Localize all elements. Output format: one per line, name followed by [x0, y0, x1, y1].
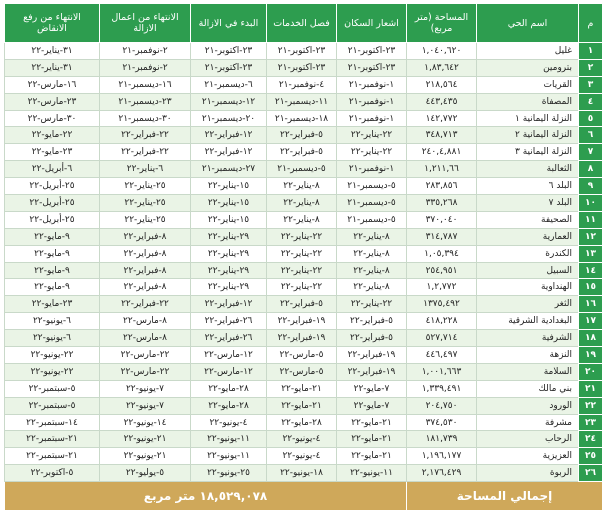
end-work-date: ٨-مارس-٢٢ — [100, 313, 191, 330]
header-removal-end: الانتهاء من اعمال الازالة — [100, 4, 191, 43]
district-name: غليل — [477, 43, 579, 60]
district-name: النزلة اليمانية ٣ — [477, 144, 579, 161]
district-name: الهنداوية — [477, 279, 579, 296]
end-work-date: ٢٢-فبراير-٢٢ — [100, 144, 191, 161]
table-row — [5, 414, 603, 431]
start-date: ٢٩-يناير-٢٢ — [191, 228, 267, 245]
debris-date: ٩-مايو-٢٢ — [5, 245, 100, 262]
total-area-value: ١٨,٥٢٩,٠٧٨ متر مربع — [5, 482, 407, 511]
notice-date: ٢٢-يناير-٢٢ — [337, 296, 407, 313]
row-number: ١٣ — [579, 245, 603, 262]
area-value: ١,٠٤٠,٦٢٠ — [407, 43, 477, 60]
start-date: ١١-يونيو-٢٢ — [191, 448, 267, 465]
start-date: ٢٣-اكتوبر-٢١ — [191, 43, 267, 60]
debris-date: ٣٠-مارس-٢٢ — [5, 110, 100, 127]
district-name: الربوة — [477, 465, 579, 482]
table-row — [5, 178, 603, 195]
services-date: ٢٢-يناير-٢٢ — [267, 245, 337, 262]
district-name: العزيزية — [477, 448, 579, 465]
district-name: المصفاة — [477, 93, 579, 110]
area-value: ٣٧٤,٥٣٠ — [407, 414, 477, 431]
table-row — [5, 245, 603, 262]
header-resident-notice: اشعار السكان — [337, 4, 407, 43]
header-area: المساحة (متر مربع) — [407, 4, 477, 43]
area-value: ١٨١,٧٣٩ — [407, 431, 477, 448]
header-row — [5, 4, 603, 43]
row-number: ٤ — [579, 93, 603, 110]
services-date: ٢٣-اكتوبر-٢١ — [267, 43, 337, 60]
table-row — [5, 330, 603, 347]
schedule-sheet — [4, 3, 602, 504]
row-number: ٢٥ — [579, 448, 603, 465]
table-row — [5, 397, 603, 414]
notice-date: ١-نوفمبر-٢١ — [337, 161, 407, 178]
district-name: الشرفية — [477, 330, 579, 347]
row-number: ٢٣ — [579, 414, 603, 431]
table-row — [5, 296, 603, 313]
area-value: ٣١٤,٧٨٧ — [407, 228, 477, 245]
row-number: ١٨ — [579, 330, 603, 347]
debris-date: ٢٥-أبريل-٢٢ — [5, 211, 100, 228]
notice-date: ٢١-مايو-٢٢ — [337, 448, 407, 465]
services-date: ٥-فبراير-٢٢ — [267, 127, 337, 144]
district-name: الكندرة — [477, 245, 579, 262]
services-date: ٢٨-مايو-٢٢ — [267, 414, 337, 431]
table-row — [5, 448, 603, 465]
district-name: القريات — [477, 76, 579, 93]
district-name: الرحاب — [477, 431, 579, 448]
area-value: ٢٨٣,٨٥٦ — [407, 178, 477, 195]
row-number: ٢٢ — [579, 397, 603, 414]
table-row — [5, 347, 603, 364]
notice-date: ٨-يناير-٢٢ — [337, 279, 407, 296]
start-date: ١٢-مارس-٢٢ — [191, 347, 267, 364]
start-date: ٢٦-فبراير-٢٢ — [191, 313, 267, 330]
row-number: ١٩ — [579, 347, 603, 364]
notice-date: ٢٣-اكتوبر-٢١ — [337, 59, 407, 76]
header-district-name: اسم الحي — [477, 4, 579, 43]
area-value: ١٣٧٥,٤٩٢ — [407, 296, 477, 313]
debris-date: ٩-مايو-٢٢ — [5, 228, 100, 245]
end-work-date: ٢٣-ديسمبر-٢١ — [100, 93, 191, 110]
end-work-date: ٢٥-يناير-٢٢ — [100, 195, 191, 212]
start-date: ٦-ديسمبر-٢١ — [191, 76, 267, 93]
row-number: ٢١ — [579, 380, 603, 397]
area-value: ٤٤٦,٤٩٧ — [407, 347, 477, 364]
end-work-date: ٨-فبراير-٢٢ — [100, 228, 191, 245]
total-area-label: إجمالي المساحة — [407, 482, 603, 511]
notice-date: ٨-يناير-٢٢ — [337, 262, 407, 279]
services-date: ٨-يناير-٢٢ — [267, 195, 337, 212]
debris-date: ٢١-سبتمبر-٢٢ — [5, 448, 100, 465]
start-date: ١٢-ديسمبر-٢١ — [191, 93, 267, 110]
area-value: ١,٢,٧٧٢ — [407, 279, 477, 296]
row-number: ٢٦ — [579, 465, 603, 482]
services-date: ٢٢-يناير-٢٢ — [267, 279, 337, 296]
district-name: الورود — [477, 397, 579, 414]
debris-date: ٢٢-مايو-٢٢ — [5, 127, 100, 144]
table-row — [5, 313, 603, 330]
end-work-date: ٨-فبراير-٢٢ — [100, 279, 191, 296]
start-date: ١٢-فبراير-٢٢ — [191, 127, 267, 144]
services-date: ٥-ديسمبر-٢١ — [267, 161, 337, 178]
table-row — [5, 211, 603, 228]
notice-date: ١١-يونيو-٢٢ — [337, 465, 407, 482]
district-name: البلد ٦ — [477, 178, 579, 195]
notice-date: ٢١-مايو-٢٢ — [337, 414, 407, 431]
end-work-date: ٧-يونيو-٢٢ — [100, 380, 191, 397]
end-work-date: ٨-مارس-٢٢ — [100, 330, 191, 347]
row-number: ١٤ — [579, 262, 603, 279]
notice-date: ٥-ديسمبر-٢١ — [337, 178, 407, 195]
start-date: ١٢-فبراير-٢٢ — [191, 144, 267, 161]
notice-date: ٥-فبراير-٢٢ — [337, 330, 407, 347]
debris-date: ٦-يونيو-٢٢ — [5, 313, 100, 330]
row-number: ٥ — [579, 110, 603, 127]
start-date: ٢٩-يناير-٢٢ — [191, 245, 267, 262]
services-date: ١٨-ديسمبر-٢١ — [267, 110, 337, 127]
start-date: ٢٨-مايو-٢٢ — [191, 397, 267, 414]
notice-date: ٢٢-يناير-٢٢ — [337, 144, 407, 161]
notice-date: ٥-ديسمبر-٢١ — [337, 195, 407, 212]
end-work-date: ٢٢-فبراير-٢٢ — [100, 296, 191, 313]
area-value: ٣٧٠,٠٤٠ — [407, 211, 477, 228]
end-work-date: ٦-يناير-٢٢ — [100, 161, 191, 178]
debris-date: ٢٣-مايو-٢٢ — [5, 296, 100, 313]
notice-date: ٢١-مايو-٢٢ — [337, 431, 407, 448]
services-date: ٢٢-يناير-٢٢ — [267, 262, 337, 279]
notice-date: ١-نوفمبر-٢١ — [337, 110, 407, 127]
start-date: ٢٧-ديسمبر-٢١ — [191, 161, 267, 178]
area-value: ١,١٩٦,١٧٧ — [407, 448, 477, 465]
district-name: العمارية — [477, 228, 579, 245]
start-date: ١٢-فبراير-٢٢ — [191, 296, 267, 313]
district-name: مشرفة — [477, 414, 579, 431]
header-removal-start: البدء في الازالة — [191, 4, 267, 43]
area-value: ٥٢٧,٧١٤ — [407, 330, 477, 347]
debris-date: ٢٥-أبريل-٢٢ — [5, 178, 100, 195]
area-value: ٢٥٤,٩٥١ — [407, 262, 477, 279]
start-date: ٢٦-فبراير-٢٢ — [191, 330, 267, 347]
services-date: ٢٢-يناير-٢٢ — [267, 228, 337, 245]
area-value: ١,٣٣٩,٤٩١ — [407, 380, 477, 397]
table-row — [5, 43, 603, 60]
services-date: ٢٣-اكتوبر-٢١ — [267, 59, 337, 76]
end-work-date: ٢٥-يناير-٢٢ — [100, 211, 191, 228]
notice-date: ١-نوفمبر-٢١ — [337, 76, 407, 93]
notice-date: ٢٢-يناير-٢٢ — [337, 127, 407, 144]
notice-date: ٧-مايو-٢٢ — [337, 380, 407, 397]
services-date: ١٩-فبراير-٢٢ — [267, 330, 337, 347]
debris-date: ١٤-سبتمبر-٢٢ — [5, 414, 100, 431]
table-row — [5, 93, 603, 110]
table-row — [5, 76, 603, 93]
notice-date: ١٩-فبراير-٢٢ — [337, 347, 407, 364]
debris-date: ٩-مايو-٢٢ — [5, 279, 100, 296]
services-date: ٥-فبراير-٢٢ — [267, 144, 337, 161]
area-value: ٣٣٥,٢٦٨ — [407, 195, 477, 212]
end-work-date: ٢-نوفمبر-٢١ — [100, 59, 191, 76]
debris-date: ٥-سبتمبر-٢٢ — [5, 397, 100, 414]
district-name: السلامة — [477, 363, 579, 380]
area-value: ٢٤٠,٤,٨٨١ — [407, 144, 477, 161]
row-number: ٣ — [579, 76, 603, 93]
services-date: ٢١-مايو-٢٢ — [267, 380, 337, 397]
table-row — [5, 195, 603, 212]
start-date: ٢٣-اكتوبر-٢١ — [191, 59, 267, 76]
debris-date: ٦-يونيو-٢٢ — [5, 330, 100, 347]
row-number: ١٥ — [579, 279, 603, 296]
end-work-date: ٨-فبراير-٢٢ — [100, 245, 191, 262]
services-date: ٢١-مايو-٢٢ — [267, 397, 337, 414]
start-date: ٢٩-يناير-٢٢ — [191, 279, 267, 296]
district-name: البغدادية الشرقية — [477, 313, 579, 330]
area-value: ٢,١٧٦,٤٢٩ — [407, 465, 477, 482]
end-work-date: ٣٠-ديسمبر-٢١ — [100, 110, 191, 127]
end-work-date: ٥-يوليو-٢٢ — [100, 465, 191, 482]
district-name: الصحيفة — [477, 211, 579, 228]
area-value: ١٤٢,٧٧٢ — [407, 110, 477, 127]
row-number: ١٢ — [579, 228, 603, 245]
district-name: الثعالبة — [477, 161, 579, 178]
demolition-schedule-table — [4, 3, 603, 511]
district-name: الثغر — [477, 296, 579, 313]
services-date: ٨-يناير-٢٢ — [267, 211, 337, 228]
table-row — [5, 161, 603, 178]
row-number: ٨ — [579, 161, 603, 178]
notice-date: ٧-مايو-٢٢ — [337, 397, 407, 414]
area-value: ٢٠٤,٧٥٠ — [407, 397, 477, 414]
services-date: ١٩-فبراير-٢٢ — [267, 313, 337, 330]
start-date: ١٥-يناير-٢٢ — [191, 195, 267, 212]
services-date: ٥-فبراير-٢٢ — [267, 296, 337, 313]
end-work-date: ٧-يونيو-٢٢ — [100, 397, 191, 414]
notice-date: ١-نوفمبر-٢١ — [337, 93, 407, 110]
end-work-date: ٢٢-مارس-٢٢ — [100, 347, 191, 364]
services-date: ١٨-يونيو-٢٢ — [267, 465, 337, 482]
notice-date: ٥-فبراير-٢٢ — [337, 313, 407, 330]
table-row — [5, 279, 603, 296]
services-date: ٥-مارس-٢٢ — [267, 363, 337, 380]
debris-date: ٢٢-يونيو-٢٢ — [5, 347, 100, 364]
start-date: ٢٩-يناير-٢٢ — [191, 262, 267, 279]
debris-date: ٣١-يناير-٢٢ — [5, 43, 100, 60]
area-value: ٤٤٣,٤٣٥ — [407, 93, 477, 110]
table-row — [5, 363, 603, 380]
start-date: ٢٨-مايو-٢٢ — [191, 380, 267, 397]
table-row — [5, 59, 603, 76]
end-work-date: ٢-نوفمبر-٢١ — [100, 43, 191, 60]
debris-date: ٢٥-أبريل-٢٢ — [5, 195, 100, 212]
debris-date: ٢٢-يونيو-٢٢ — [5, 363, 100, 380]
table-row — [5, 380, 603, 397]
row-number: ٦ — [579, 127, 603, 144]
table-row — [5, 465, 603, 482]
row-number: ٢ — [579, 59, 603, 76]
notice-date: ٥-ديسمبر-٢١ — [337, 211, 407, 228]
table-row — [5, 110, 603, 127]
start-date: ٢٥-يونيو-٢٢ — [191, 465, 267, 482]
start-date: ٤-يونيو-٢٢ — [191, 414, 267, 431]
services-date: ٤-يونيو-٢٢ — [267, 448, 337, 465]
start-date: ١٥-يناير-٢٢ — [191, 178, 267, 195]
header-number: م — [579, 4, 603, 43]
row-number: ٧ — [579, 144, 603, 161]
table-row — [5, 144, 603, 161]
services-date: ٤-يونيو-٢٢ — [267, 431, 337, 448]
debris-date: ١٦-مارس-٢٢ — [5, 76, 100, 93]
services-date: ٥-مارس-٢٢ — [267, 347, 337, 364]
services-date: ٨-يناير-٢٢ — [267, 178, 337, 195]
row-number: ٢٤ — [579, 431, 603, 448]
debris-date: ٣١-يناير-٢٢ — [5, 59, 100, 76]
start-date: ١١-يونيو-٢٢ — [191, 431, 267, 448]
header-debris-clearance: الانتهاء من رفع الانقاض — [5, 4, 100, 43]
debris-date: ٥-اكتوبر-٢٢ — [5, 465, 100, 482]
row-number: ٢٠ — [579, 363, 603, 380]
end-work-date: ٢٥-يناير-٢٢ — [100, 178, 191, 195]
area-value: ٢١٨,٥٦٤ — [407, 76, 477, 93]
end-work-date: ١٦-ديسمبر-٢١ — [100, 76, 191, 93]
start-date: ١٢-مارس-٢٢ — [191, 363, 267, 380]
table-body — [5, 43, 603, 482]
table-row — [5, 127, 603, 144]
row-number: ١٧ — [579, 313, 603, 330]
end-work-date: ١٤-يونيو-٢٢ — [100, 414, 191, 431]
services-date: ١١-ديسمبر-٢١ — [267, 93, 337, 110]
table-row — [5, 228, 603, 245]
notice-date: ١٩-فبراير-٢٢ — [337, 363, 407, 380]
table-row — [5, 262, 603, 279]
district-name: النزلة اليمانية ٢ — [477, 127, 579, 144]
end-work-date: ٨-فبراير-٢٢ — [100, 262, 191, 279]
area-value: ١,٢١١,٦٦ — [407, 161, 477, 178]
debris-date: ٢١-سبتمبر-٢٢ — [5, 431, 100, 448]
start-date: ١٥-يناير-٢٢ — [191, 211, 267, 228]
district-name: السبيل — [477, 262, 579, 279]
row-number: ١٦ — [579, 296, 603, 313]
header-services-cutoff: فصل الخدمات — [267, 4, 337, 43]
row-number: ١٠ — [579, 195, 603, 212]
district-name: بترومين — [477, 59, 579, 76]
debris-date: ٦-أبريل-٢٢ — [5, 161, 100, 178]
area-value: ١,٠٠١,٦٦٣ — [407, 363, 477, 380]
area-value: ٤١٨,٢٢٨ — [407, 313, 477, 330]
services-date: ٤-نوفمبر-٢١ — [267, 76, 337, 93]
row-number: ١١ — [579, 211, 603, 228]
area-value: ١,٨٣,٦٤٢ — [407, 59, 477, 76]
end-work-date: ٢١-يونيو-٢٢ — [100, 431, 191, 448]
district-name: بني مالك — [477, 380, 579, 397]
table-row — [5, 431, 603, 448]
end-work-date: ٢١-يونيو-٢٢ — [100, 448, 191, 465]
total-row — [5, 482, 603, 511]
notice-date: ٨-يناير-٢٢ — [337, 228, 407, 245]
district-name: البلد ٧ — [477, 195, 579, 212]
debris-date: ٥-سبتمبر-٢٢ — [5, 380, 100, 397]
notice-date: ٢٣-اكتوبر-٢١ — [337, 43, 407, 60]
row-number: ١ — [579, 43, 603, 60]
district-name: النزهة — [477, 347, 579, 364]
row-number: ٩ — [579, 178, 603, 195]
district-name: النزلة اليمانية ١ — [477, 110, 579, 127]
start-date: ٢٠-ديسمبر-٢١ — [191, 110, 267, 127]
area-value: ٣٤٨,٧١٣ — [407, 127, 477, 144]
notice-date: ٨-يناير-٢٢ — [337, 245, 407, 262]
end-work-date: ٢٢-فبراير-٢٢ — [100, 127, 191, 144]
area-value: ١,٠٥,٣٩٤ — [407, 245, 477, 262]
debris-date: ٢٣-مايو-٢٢ — [5, 144, 100, 161]
debris-date: ٩-مايو-٢٢ — [5, 262, 100, 279]
end-work-date: ٢٢-مارس-٢٢ — [100, 363, 191, 380]
debris-date: ٢٣-مارس-٢٢ — [5, 93, 100, 110]
